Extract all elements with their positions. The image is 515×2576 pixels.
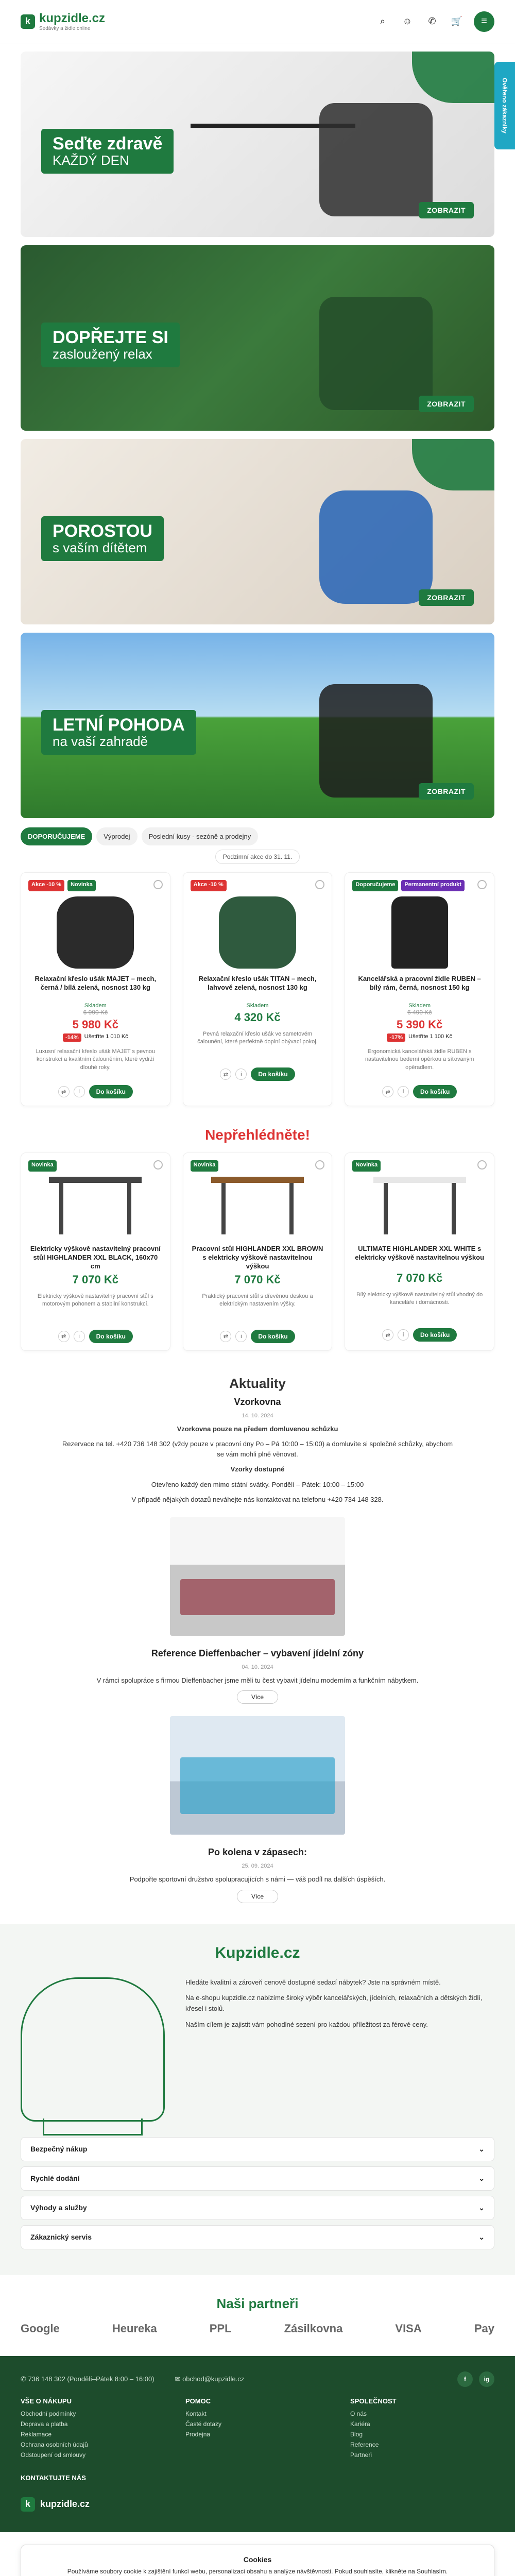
favorite-icon[interactable] — [477, 880, 487, 889]
sale-info — [352, 1033, 487, 1042]
add-to-cart-button[interactable]: Do košíku — [413, 1085, 457, 1098]
product-desc: Praktický pracovní stůl s dřevěnou deskou a elektrickým nastavením výšky. — [202, 1293, 313, 1308]
header-icons — [375, 11, 494, 32]
facebook-icon[interactable]: f — [457, 2371, 473, 2387]
menu-icon[interactable]: ≡ — [474, 11, 494, 32]
news-item — [0, 1517, 515, 1704]
instagram-icon[interactable]: ig — [479, 2371, 494, 2387]
phone-icon: ✆ — [21, 2375, 28, 2383]
partner-logo[interactable]: Google — [21, 2321, 60, 2335]
footer-logo[interactable]: k kupzidle.cz — [21, 2497, 494, 2512]
product-desc: Elektricky výškově nastavitelný pracovní stůl s motorovým pohonem a stabilní konstrukcí. — [37, 1293, 153, 1308]
product-image[interactable] — [391, 896, 448, 969]
footer-column — [350, 2397, 494, 2462]
footer-contacts — [21, 2371, 494, 2387]
add-to-cart-button[interactable]: Do košíku — [89, 1330, 133, 1343]
price: 5 980 Kč — [72, 1018, 118, 1031]
favorite-icon[interactable] — [477, 1160, 487, 1170]
logo-mark-icon: k — [21, 14, 35, 29]
favorite-icon[interactable] — [153, 1160, 163, 1170]
more-button[interactable]: Více — [237, 1890, 278, 1903]
product-image[interactable] — [57, 896, 134, 969]
news-date: 14. 10. 2024 — [242, 1412, 273, 1419]
product-card[interactable] — [21, 872, 170, 1106]
footer-column-title: SPOLEČNOST — [350, 2397, 397, 2405]
recommended-badge: Doporučujeme — [352, 880, 398, 891]
partner-logo[interactable]: Zásilkovna — [284, 2321, 343, 2335]
featured-products — [21, 872, 494, 1106]
footer-link[interactable]: Kontakt — [185, 2410, 207, 2417]
compare-icon[interactable]: ⇄ — [220, 1069, 231, 1080]
footer-link[interactable]: Blog — [350, 2430, 363, 2438]
partner-logo[interactable]: Heureka — [112, 2321, 157, 2335]
info-icon[interactable]: i — [235, 1331, 247, 1342]
card-actions — [191, 1330, 325, 1343]
armchair-illustration-icon — [21, 1977, 165, 2122]
logo-subtitle: Sedávky a židle online — [39, 26, 91, 31]
price: 4 320 Kč — [234, 1011, 281, 1024]
search-icon[interactable]: ⌕ — [380, 16, 386, 26]
footer-link[interactable]: Kariéra — [350, 2420, 370, 2428]
product-card[interactable] — [345, 872, 494, 1106]
info-icon[interactable]: i — [398, 1329, 409, 1341]
product-name[interactable]: ULTIMATE HIGHLANDER XXL WHITE s elektricky výškově nastavitelnou výškou — [355, 1245, 485, 1261]
product-image[interactable] — [49, 1177, 142, 1239]
footer-link[interactable]: Ochrana osobních údajů — [21, 2441, 88, 2448]
banner-3[interactable] — [21, 439, 494, 624]
card-actions — [28, 1085, 163, 1098]
add-to-cart-button[interactable]: Do košíku — [251, 1067, 295, 1081]
banner-4[interactable] — [21, 633, 494, 818]
footer-column-title: VŠE O NÁKUPU — [21, 2397, 72, 2405]
tab-recommended[interactable]: DOPORUČUJEME — [21, 827, 92, 845]
accordion-item[interactable]: Rychlé dodání ⌄ — [21, 2166, 494, 2191]
new-badge: Novinka — [352, 1160, 381, 1172]
card-actions — [191, 1067, 325, 1081]
new-badge: Novinka — [67, 880, 96, 891]
partner-logo[interactable]: Pay — [474, 2321, 494, 2335]
social-links — [457, 2371, 494, 2387]
product-image[interactable] — [219, 896, 296, 969]
more-button[interactable]: Více — [237, 1690, 278, 1704]
sale-note: Ušetříte 1 100 Kč — [408, 1033, 452, 1040]
product-name[interactable]: Relaxační křeslo ušák TITAN – mech, lahvově zelená, nosnost 130 kg — [198, 975, 317, 991]
user-icon[interactable]: ☺ — [402, 16, 413, 26]
price: 7 070 Kč — [397, 1272, 443, 1284]
partners-title: Naši partneři — [216, 2295, 299, 2311]
banner-show-button[interactable]: ZOBRAZIT — [419, 589, 474, 606]
footer-link[interactable]: Prodejna — [185, 2430, 211, 2438]
badge-line — [28, 1160, 163, 1172]
banner-show-button[interactable]: ZOBRAZIT — [419, 783, 474, 800]
banner-chair-illustration — [319, 103, 433, 216]
footer-link[interactable]: Časté dotazy — [185, 2420, 222, 2428]
price: 7 070 Kč — [72, 1273, 118, 1286]
banner-corner — [412, 439, 494, 490]
news-item — [0, 1716, 515, 1903]
price: 7 070 Kč — [234, 1273, 281, 1286]
footer-link[interactable]: Partneři — [350, 2451, 372, 2459]
stock-status: Skladem — [246, 1003, 269, 1009]
logo[interactable] — [21, 11, 105, 31]
product-card[interactable] — [345, 1153, 494, 1351]
sale-badge: Akce -10 % — [28, 880, 64, 891]
about-text — [185, 1977, 494, 2036]
about-inner — [21, 1977, 494, 2122]
product-desc: Bílý elektricky výškově nastavitelný stůl vhodný do kanceláře i domácnosti. — [356, 1292, 483, 1306]
card-actions — [352, 1328, 487, 1342]
product-name[interactable]: Kancelářská a pracovní židle RUBEN – bílý rám, černá, nosnost 150 kg — [358, 975, 481, 991]
cookie-banner — [21, 2545, 494, 2576]
about-paragraph: Naším cílem je zajistit vám pohodlné sezení pro každou příležitost za férové ceny. — [185, 2021, 428, 2029]
footer-phone[interactable]: ✆ 736 148 302 (Pondělí–Pátek 8:00 – 16:00) — [21, 2375, 154, 2383]
news-item — [0, 1397, 515, 1505]
product-card[interactable] — [183, 1153, 333, 1351]
footer-link[interactable]: Odstoupení od smlouvy — [21, 2451, 86, 2459]
banner-show-button[interactable]: ZOBRAZIT — [419, 202, 474, 218]
news-text: V případě nějakých dotazů neváhejte nás kontaktovat na telefonu +420 734 148 328. — [131, 1496, 384, 1504]
partners-row — [21, 2322, 494, 2335]
chevron-down-icon: ⌄ — [478, 2144, 485, 2153]
footer-link[interactable]: Reklamace — [21, 2430, 52, 2438]
banner-show-button[interactable]: ZOBRAZIT — [419, 396, 474, 412]
accordion-item[interactable]: Bezpečný nákup ⌄ — [21, 2137, 494, 2161]
cookie-title: Cookies — [243, 2555, 272, 2564]
info-icon[interactable]: i — [74, 1086, 85, 1097]
site-footer — [0, 2356, 515, 2532]
footer-link[interactable]: Doprava a platba — [21, 2420, 68, 2428]
compare-icon[interactable]: ⇄ — [220, 1331, 231, 1342]
news-date: 04. 10. 2024 — [242, 1664, 273, 1670]
partner-logo[interactable]: PPL — [209, 2321, 232, 2335]
add-to-cart-button[interactable]: Do košíku — [89, 1085, 133, 1098]
badge-line — [352, 1160, 487, 1172]
news-text: Vzorkovna pouze na předem domluvenou schůzku — [177, 1425, 338, 1433]
favorite-icon[interactable] — [153, 880, 163, 889]
footer-link[interactable]: Obchodní podmínky — [21, 2410, 76, 2417]
tab-sale[interactable]: Výprodej — [96, 827, 137, 845]
accordion — [21, 2137, 494, 2249]
banner-corner — [412, 52, 494, 103]
news-image[interactable] — [170, 1716, 345, 1835]
sale-note: Ušetříte 1 010 Kč — [84, 1033, 128, 1040]
banner-kids-chair-illustration — [319, 490, 433, 604]
about-title: Kupzidle.cz — [215, 1944, 300, 1961]
footer-column-title: POMOC — [185, 2397, 211, 2405]
chevron-down-icon: ⌄ — [478, 2232, 485, 2241]
card-actions — [28, 1330, 163, 1343]
badge-line — [191, 880, 325, 891]
news-image[interactable] — [170, 1517, 345, 1636]
product-name[interactable]: Pracovní stůl HIGHLANDER XXL BROWN s elektricky výškově nastavitelnou výškou — [192, 1245, 323, 1270]
cart-icon[interactable]: 🛒 — [451, 16, 463, 26]
news-text: Vzorky dostupné — [230, 1465, 285, 1473]
about-paragraph: Na e-shopu kupzidle.cz nabízíme široký výběr kancelářských, jídelních, relaxačních a dětských židlí, křesel i stolů. — [185, 1994, 483, 2013]
compare-icon[interactable]: ⇄ — [382, 1329, 393, 1341]
footer-columns — [21, 2397, 494, 2462]
product-card[interactable] — [21, 1153, 170, 1351]
new-badge: Novinka — [191, 1160, 219, 1172]
info-icon[interactable]: i — [398, 1086, 409, 1097]
info-icon[interactable]: i — [235, 1069, 247, 1080]
promo-filter — [21, 850, 494, 864]
chevron-down-icon: ⌄ — [478, 2203, 485, 2212]
dont-miss-products — [21, 1153, 494, 1351]
banner-title: LETNÍ POHODA na vaší zahradě — [41, 710, 196, 755]
sale-percent: -17% — [387, 1033, 405, 1042]
product-desc: Luxusní relaxační křeslo ušák MAJET s pevnou konstrukcí a kvalitním čalouněním, které vydrží dlouhé roky. — [36, 1048, 156, 1071]
verified-side-tab[interactable]: Ověřeno zákazníky — [494, 62, 515, 149]
badge-line — [191, 1160, 325, 1172]
product-image[interactable] — [373, 1177, 466, 1239]
compare-icon[interactable]: ⇄ — [58, 1331, 70, 1342]
about-section — [0, 1924, 515, 2275]
accordion-item[interactable]: Zákaznický servis ⌄ — [21, 2225, 494, 2249]
sale-badge: Akce -10 % — [191, 880, 227, 891]
product-tabs — [21, 827, 494, 845]
product-name[interactable]: Elektricky výškově nastavitelný pracovní stůl HIGHLANDER XXL BLACK, 160x70 cm — [30, 1245, 161, 1270]
permanent-badge: Permanentní produkt — [401, 880, 465, 891]
news-item-title[interactable]: Vzorkovna — [234, 1396, 281, 1407]
news-title: Aktuality — [229, 1375, 286, 1391]
add-to-cart-button[interactable]: Do košíku — [413, 1328, 457, 1342]
news-text: Podpořte sportovní družstvo spolupracujících s námi — váš podíl na dalších úspěších. — [129, 1875, 386, 1884]
partner-logo[interactable]: VISA — [395, 2321, 422, 2335]
news-item-title[interactable]: Reference Dieffenbacher – vybavení jídelní zóny — [151, 1648, 364, 1658]
banner-garden-furniture-illustration — [319, 684, 433, 798]
footer-column — [21, 2397, 165, 2462]
news-text: V rámci spolupráce s firmou Dieffenbacher jsme měli tu čest vybavit jídelnu moderním a funkčním nábytkem. — [96, 1676, 419, 1684]
news-item-title[interactable]: Po kolena v zápasech: — [208, 1847, 307, 1858]
footer-column — [185, 2397, 330, 2462]
footer-email[interactable]: ✉ obchod@kupzidle.cz — [175, 2375, 245, 2383]
sale-info — [28, 1033, 163, 1042]
banner-1[interactable] — [21, 52, 494, 237]
footer-column-title: KONTAKTUJTE NÁS — [21, 2473, 86, 2482]
about-paragraph: Hledáte kvalitní a zároveň cenově dostupné sedací nábytek? Jste na správném místě. — [185, 1978, 441, 1986]
stock-status: Skladem — [408, 1003, 431, 1009]
banner-title: POROSTOU s vaším dítětem — [41, 516, 164, 561]
badge-line — [28, 880, 163, 891]
banner-armchair-illustration — [319, 297, 433, 410]
news-text: Otevřeno každý den mimo státní svátky. Pondělí – Pátek: 10:00 – 15:00 — [151, 1480, 364, 1488]
product-image[interactable] — [211, 1177, 304, 1239]
product-desc: Ergonomická kancelářská židle RUBEN s nastavitelnou bederní opěrkou a síťovaným opěradlem. — [365, 1048, 474, 1071]
product-name[interactable]: Relaxační křeslo ušák MAJET – mech, černá / bílá zelená, nosnost 130 kg — [35, 975, 157, 991]
tab-last-pieces[interactable]: Poslední kusy - sezóně a prodejny — [142, 827, 259, 845]
compare-icon[interactable]: ⇄ — [382, 1086, 393, 1097]
old-price: 6 990 Kč — [83, 1009, 108, 1016]
product-desc: Pevná relaxační křeslo ušák ve sametovém čalounění, které perfektně doplní obývací pokoj. — [197, 1031, 318, 1045]
stock-status: Skladem — [84, 1003, 107, 1009]
card-actions — [352, 1085, 487, 1098]
promo-filter-pill[interactable]: Podzimní akce do 31. 11. — [215, 850, 300, 864]
news-text: Rezervace na tel. +420 736 148 302 (vždy pouze v pracovní dny Po – Pá 10:00 – 15:00) a domluvíte si společné schůzky, abychom se vám mohli plně věnovat. — [62, 1440, 453, 1458]
logo-mark-icon: k — [21, 2497, 35, 2512]
chevron-down-icon: ⌄ — [478, 2174, 485, 2182]
banner-2[interactable] — [21, 245, 494, 431]
footer-link[interactable]: Reference — [350, 2441, 379, 2448]
badge-line — [352, 880, 487, 891]
footer-link[interactable]: O nás — [350, 2410, 367, 2417]
news-date: 25. 09. 2024 — [242, 1863, 273, 1870]
mail-icon: ✉ — [175, 2375, 183, 2383]
old-price: 6 490 Kč — [407, 1009, 432, 1016]
compare-icon[interactable]: ⇄ — [58, 1086, 70, 1097]
dont-miss-title: Nepřehlédněte! — [205, 1127, 310, 1143]
banner-title: Seďte zdravě KAŽDÝ DEN — [41, 129, 174, 174]
accordion-item[interactable]: Výhody a služby ⌄ — [21, 2196, 494, 2220]
banner-title: DOPŘEJTE SI zasloužený relax — [41, 323, 180, 367]
product-card[interactable] — [183, 872, 333, 1106]
footer-contact-block — [21, 2474, 494, 2482]
new-badge: Novinka — [28, 1160, 57, 1172]
add-to-cart-button[interactable]: Do košíku — [251, 1330, 295, 1343]
price: 5 390 Kč — [397, 1018, 443, 1031]
sale-percent: -14% — [63, 1033, 81, 1042]
logo-text: kupzidle.cz — [39, 11, 106, 25]
cookie-text: Používáme soubory cookie k zajištění funkcí webu, personalizaci obsahu a analýze návštěvnosti. Pokud souhlasíte, klikněte na Souhlasím. — [67, 2567, 448, 2575]
info-icon[interactable]: i — [74, 1331, 85, 1342]
site-header — [0, 0, 515, 43]
phone-icon[interactable]: ✆ — [428, 16, 436, 26]
